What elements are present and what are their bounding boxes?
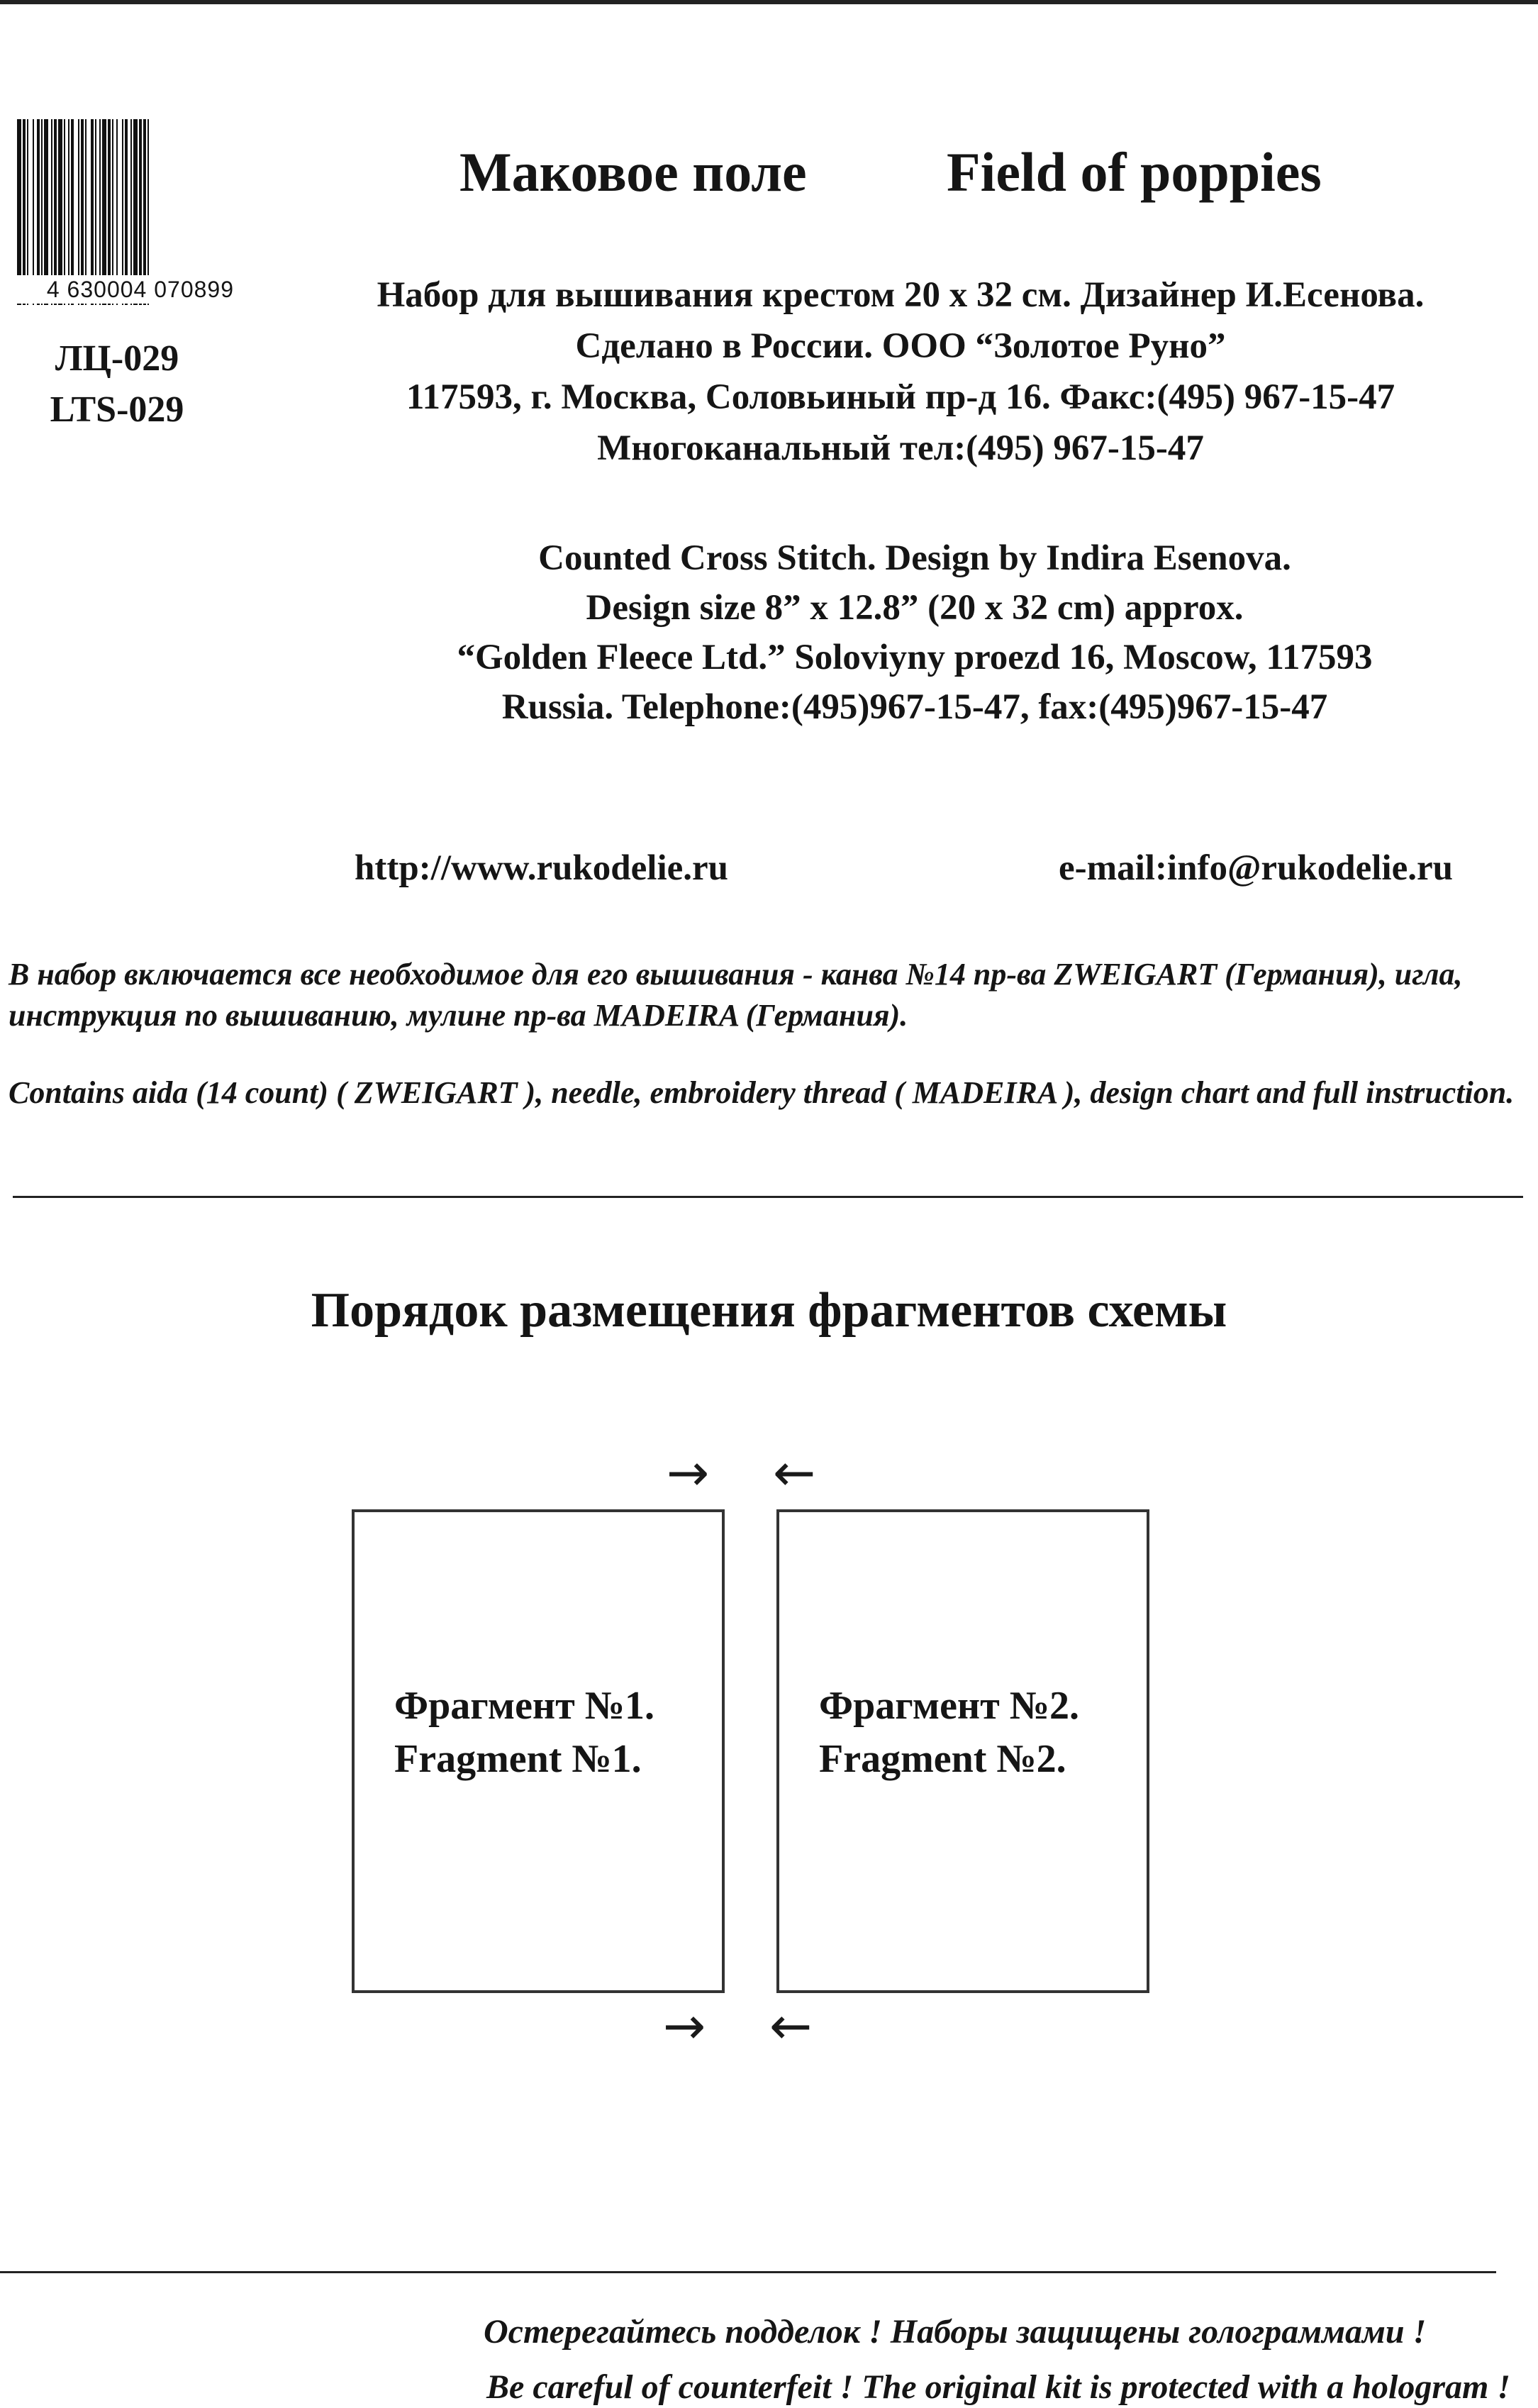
top-border-line [0, 0, 1538, 4]
divider [13, 1196, 1523, 1198]
arrow-left-icon: ← [769, 1996, 813, 2055]
fragment-box-2 [776, 1509, 1149, 1993]
title-ru: Маковое поле [459, 141, 807, 203]
kit-contents-en: Contains aida (14 count) ( ZWEIGART ), needle, embroidery thread ( MADEIRA ), design chart and full instruction. [9, 1075, 1515, 1110]
website-link[interactable]: http://www.rukodelie.ru [355, 848, 729, 888]
info-en-line: “Golden Fleece Ltd.” Soloviyny proezd 16, Moscow, 117593 [457, 638, 1373, 677]
barcode-digits: 4 630004 070899 [0, 275, 234, 304]
title-en: Field of poppies [947, 141, 1322, 203]
arrow-right-icon: → [663, 1996, 706, 2055]
fragment-2-ru: Фрагмент №2. [819, 1684, 1079, 1728]
arrow-right-icon: → [667, 1443, 710, 1502]
info-en-line: Russia. Telephone:(495)967-15-47, fax:(495)967-15-47 [501, 687, 1328, 727]
info-en-line: Counted Cross Stitch. Design by Indira Esenova. [538, 538, 1291, 578]
fragment-2-en: Fragment №2. [819, 1737, 1066, 1781]
fragment-label-2 [819, 1680, 1079, 1786]
kit-contents-ru: В набор включается все необходимое для его вышивания - канва №14 пр-ва ZWEIGART (Германия), игла, инструкция по вышиванию, мулине пр-ва MADEIRA (Германия). [9, 957, 1463, 1033]
info-ru-line: Многоканальный тел:(495) 967-15-47 [597, 428, 1204, 468]
counterfeit-warning-en: Be careful of counterfeit ! The original kit is protected with a hologram ! [486, 2368, 1511, 2406]
email-link[interactable]: e-mail:info@rukodelie.ru [1059, 848, 1453, 888]
info-ru-line: Набор для вышивания крестом 20 х 32 см. Дизайнер И.Есенова. [377, 275, 1425, 315]
fragment-layout-title: Порядок размещения фрагментов схемы [311, 1283, 1227, 1338]
info-en-line: Design size 8” x 12.8” (20 x 32 cm) approx. [586, 588, 1244, 628]
arrow-left-icon: ← [773, 1443, 816, 1502]
info-ru-line: 117593, г. Москва, Соловьиный пр-д 16. Факс:(495) 967-15-47 [406, 377, 1395, 417]
fragment-1-en: Fragment №1. [394, 1737, 642, 1781]
fragment-label-1 [394, 1680, 654, 1786]
info-ru-line: Сделано в России. ООО “Золотое Руно” [575, 326, 1226, 366]
counterfeit-warning-ru: Остерегайтесь подделок ! Наборы защищены голограммами ! [484, 2313, 1427, 2351]
fragment-1-ru: Фрагмент №1. [394, 1684, 654, 1728]
fragment-box-1 [352, 1509, 725, 1993]
info-block-en [277, 533, 1538, 732]
info-block-ru [262, 270, 1538, 474]
article-code-ru: ЛЦ-029 [55, 338, 179, 379]
divider [0, 2271, 1496, 2273]
article-code-en: LTS-029 [50, 389, 184, 430]
